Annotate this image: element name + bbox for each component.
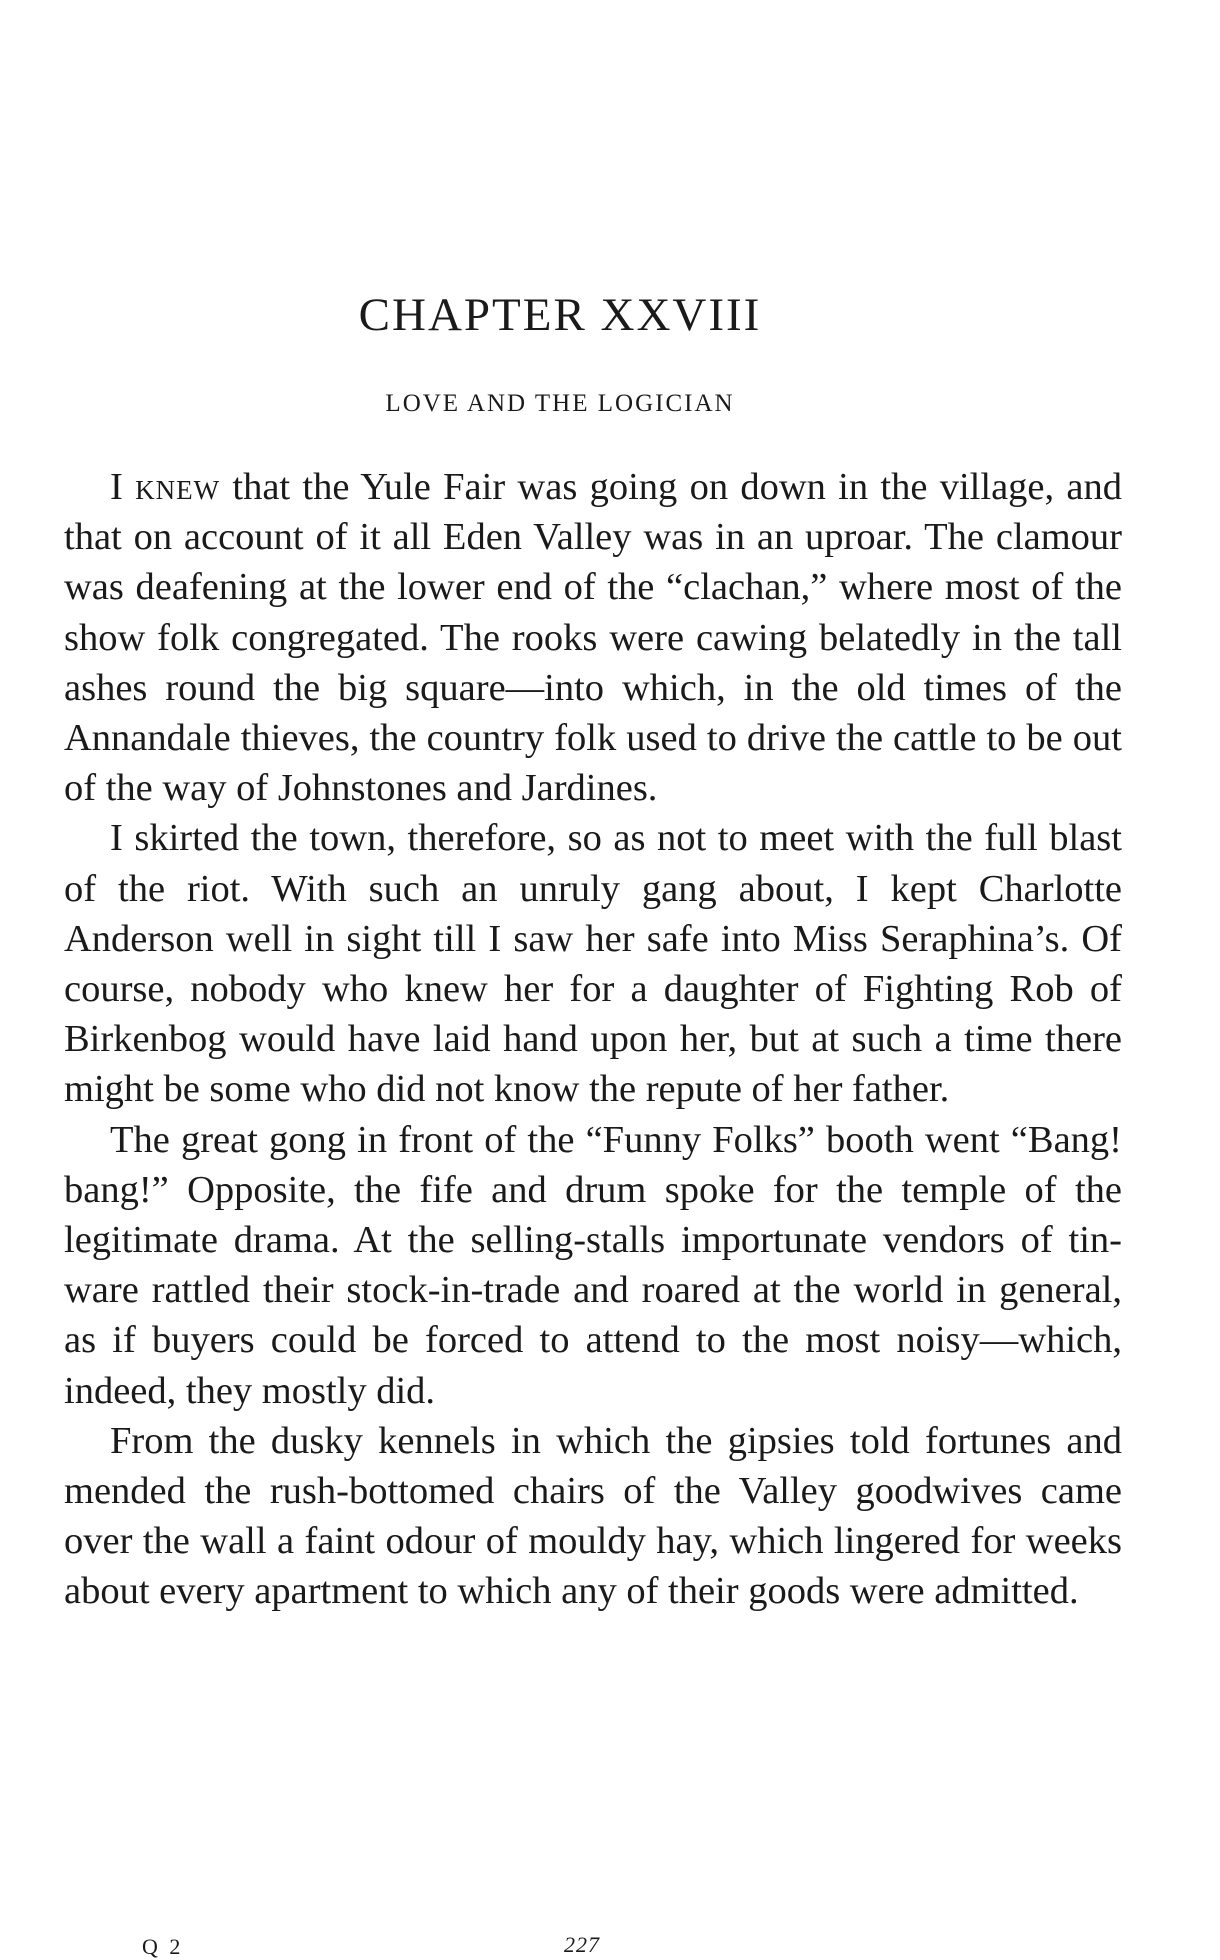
paragraph-4: From the dusky kennels in which the gipsies told fortunes and mended the rush-bottomed chairs of the Valley goodwives came over the wall a faint odour of mouldy hay, which lingered for weeks about every apartment to which any of their goods were admitted. xyxy=(64,1419,1122,1613)
paragraph-1-initial: I xyxy=(110,466,136,508)
chapter-subtitle xyxy=(0,390,1220,418)
paragraph-1-text: that the Yule Fair was going on down in the village, and that on account of it all Eden Valley was in an uproar. The clamour was deafening at the lower end of the “clachan,” where most of the show folk congregated. The rooks were cawing belatedly in the tall ashes round the big square—into which, in the old times of the Annandale thieves, the country folk used to drive the cattle to be out of the way of Johnstones and Jardines. xyxy=(64,466,1122,810)
paragraph-3: The great gong in front of the “Funny Folks” booth went “Bang! bang!” Opposite, the fife and drum spoke for the temple of the legitimate drama. At the selling-stalls importunate vendors of tin-ware rattled their stock-in-trade and roared at the world in general, as if buyers could be forced to attend to the most noisy—which, indeed, they mostly did. xyxy=(64,1118,1122,1412)
chapter-body xyxy=(64,462,1122,1617)
paragraph-1-smallcaps: knew xyxy=(135,466,221,508)
paragraph-2: I skirted the town, therefore, so as not to meet with the full blast of the riot. With such an unruly gang about, I kept Charlotte Anderson well in sight till I saw her safe into Miss Seraphina’s. Of course, nobody who knew her for a daughter of Fighting Rob of Birkenbog would have laid hand upon her, but at such a time there might be some who did not know the repute of her father. xyxy=(64,817,1122,1111)
page-number: 227 xyxy=(564,1932,600,1957)
chapter-title-text: CHAPTER XXVIII xyxy=(358,289,762,341)
paragraph-1 xyxy=(64,462,1122,813)
signature-mark: Q 2 xyxy=(142,1934,184,1959)
chapter-title xyxy=(0,288,1220,342)
chapter-subtitle-text: LOVE AND THE LOGICIAN xyxy=(385,390,735,417)
